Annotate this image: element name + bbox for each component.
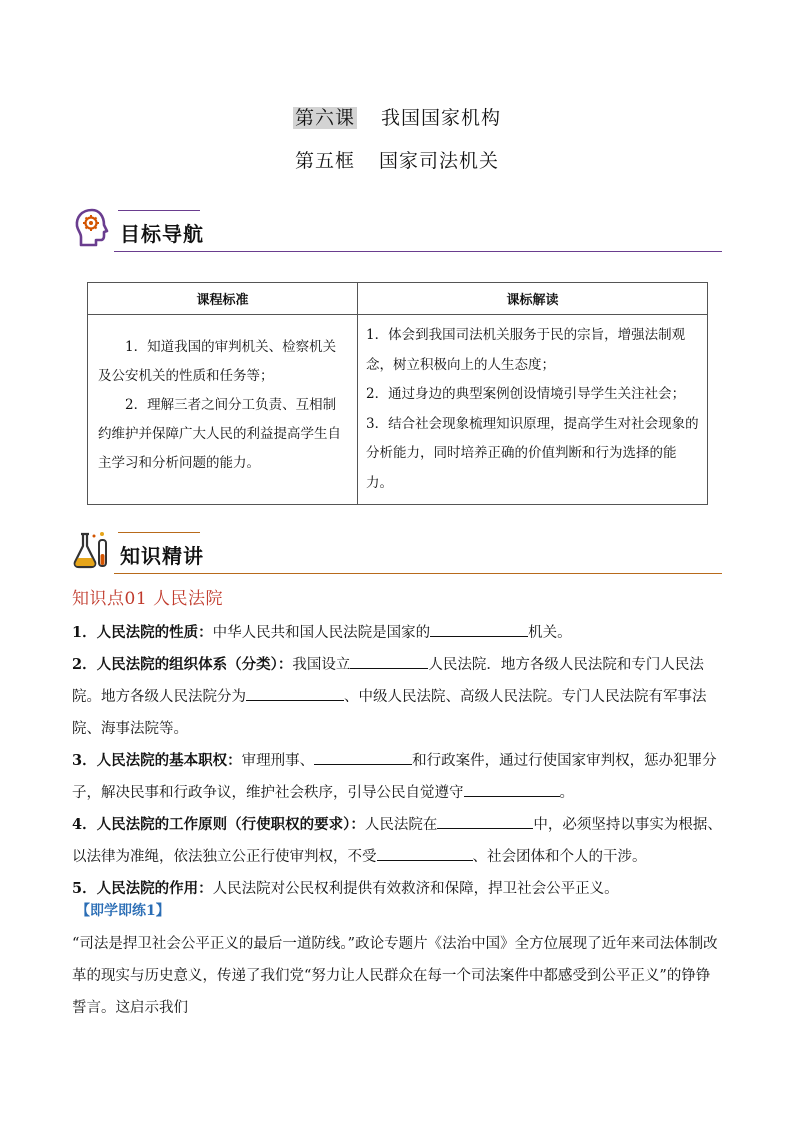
item-text: 人民法院．地方各级人民法院和专门人民法院。地方各级人民法院分为 — [72, 657, 704, 705]
lab-flask-icon — [72, 528, 112, 570]
table-header-row — [88, 283, 708, 315]
item-text: 。 — [559, 785, 574, 801]
brain-gear-icon — [72, 206, 112, 248]
item-text: 机关。 — [528, 625, 572, 641]
item-text: 中，必须坚持以事实为根据、以法律为准绳，依法独立公正行使审判权，不受 — [72, 817, 722, 865]
section-title: 知识精讲 — [120, 544, 204, 568]
item-label: 4．人民法院的工作原则（行使职权的要求）： — [72, 816, 365, 833]
fill-blank[interactable] — [314, 747, 412, 765]
practice-passage: “司法是捍卫社会公平正义的最后一道防线。”政论专题片《法治中国》全方位展现了近年来司法体制改革的现实与历史意义，传递了我们党“努力让人民群众在每一个司法案件中都感受到公平正义”的铮铮誓言。这启示我们 — [72, 936, 718, 1016]
item-text: 和行政案件，通过行使国家审判权，惩办犯罪分子，解决民事和行政争议，维护社会秩序，引导公民自觉遵守 — [72, 753, 717, 801]
item-label: 2．人民法院的组织体系（分类）： — [72, 656, 293, 673]
fill-blank[interactable] — [430, 619, 528, 637]
standard-item: 1．知道我国的审判机关、检察机关及公安机关的性质和任务等； — [98, 339, 337, 384]
lesson-title — [0, 103, 794, 130]
practice-label: 【即学即练1】 — [76, 903, 170, 919]
heading-underline — [114, 573, 722, 574]
item-text: 、中级人民法院、高级人民法院。专门人民法院有军事法院、海事法院等。 — [72, 689, 707, 737]
list-item — [72, 617, 722, 649]
item-label: 5．人民法院的作用： — [72, 880, 213, 897]
item-text: 人民法院对公民权利提供有效救济和保障，捍卫社会公平正义。 — [212, 881, 619, 897]
lesson-number: 第六课 — [294, 107, 355, 129]
item-label: 1．人民法院的性质： — [72, 624, 213, 641]
section-heading-goals — [72, 204, 722, 254]
list-item — [72, 809, 722, 873]
item-text: 人民法院在 — [364, 817, 438, 833]
fill-blank[interactable] — [377, 843, 473, 861]
frame-number: 第五框 — [294, 150, 355, 172]
fill-blank[interactable] — [437, 811, 533, 829]
item-text: 中华人民共和国人民法院是国家的 — [212, 625, 431, 641]
interpretation-item: 3．结合社会现象梳理知识原理，提高学生对社会现象的分析能力，同时培养正确的价值判断和行为选择的能力。 — [366, 415, 699, 491]
table-cell-interpretation — [358, 315, 708, 505]
knowledge-list — [72, 617, 722, 905]
standards-table — [87, 282, 708, 505]
frame-name: 国家司法机关 — [379, 150, 500, 172]
table-header-interpretation: 课标解读 — [358, 283, 708, 315]
item-label: 3．人民法院的基本职权： — [72, 752, 242, 769]
section-heading-knowledge — [72, 526, 722, 576]
section-title: 目标导航 — [120, 222, 204, 246]
frame-title — [0, 146, 794, 173]
lesson-name: 我国国家机构 — [381, 107, 502, 129]
heading-top-line — [118, 210, 200, 211]
heading-underline — [114, 251, 722, 252]
list-item — [72, 745, 722, 809]
item-text: 我国设立 — [292, 657, 351, 673]
heading-top-line — [118, 532, 200, 533]
interpretation-item: 1．体会到我国司法机关服务于民的宗旨，增强法制观念，树立积极向上的人生态度； — [366, 327, 686, 373]
interpretation-item: 2．通过身边的典型案例创设情境引导学生关注社会； — [366, 386, 686, 402]
table-row — [88, 315, 708, 505]
list-item — [72, 649, 722, 745]
item-text: 审理刑事、 — [241, 753, 315, 769]
fill-blank[interactable] — [350, 651, 428, 669]
fill-blank[interactable] — [246, 683, 344, 701]
fill-blank[interactable] — [464, 779, 560, 797]
table-header-standards: 课程标准 — [88, 283, 358, 315]
knowledge-point-title: 知识点01 人民法院 — [72, 589, 224, 609]
table-cell-standards — [88, 315, 358, 505]
item-text: 、社会团体和个人的干涉。 — [472, 849, 647, 865]
standard-item: 2．理解三者之间分工负责、互相制约维护并保障广大人民的利益提高学生自主学习和分析问题的能力。 — [98, 397, 341, 471]
